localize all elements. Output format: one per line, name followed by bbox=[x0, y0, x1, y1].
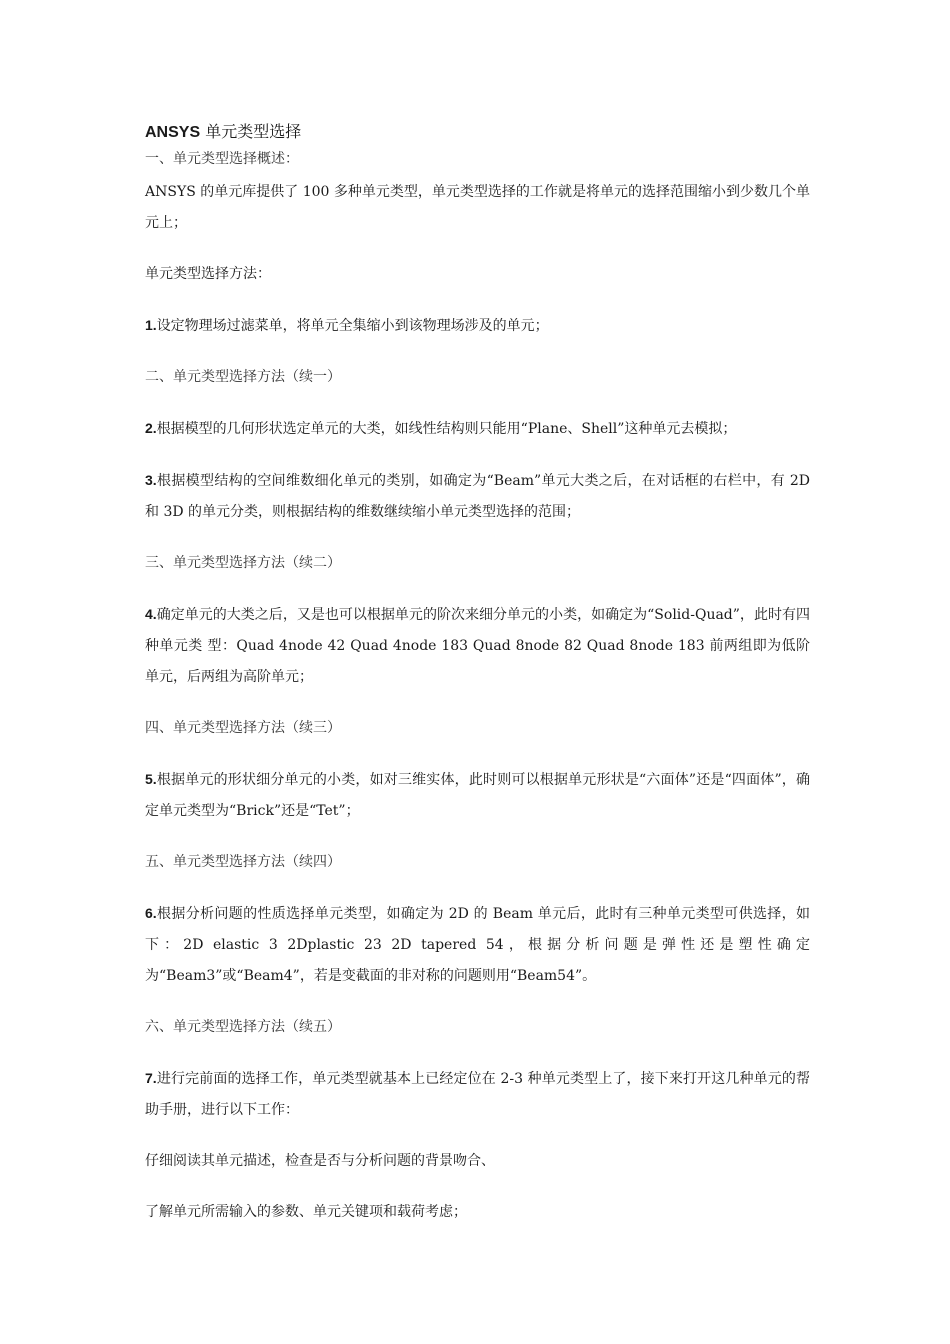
step-item-4 bbox=[145, 599, 810, 693]
step-text: 根据模型结构的空间维数细化单元的类别，如确定为“Beam”单元大类之后，在对话框的右栏中，有 2D 和 3D 的单元分类，则根据结构的维数继续缩小单元类型选择的范围； bbox=[145, 473, 810, 520]
title-latin: ANSYS bbox=[145, 124, 201, 141]
step-number: 2. bbox=[145, 420, 157, 436]
paragraph-intro: ANSYS 的单元库提供了 100 多种单元类型，单元类型选择的工作就是将单元的选择范围缩小到少数几个单元上； bbox=[145, 184, 810, 231]
step-text: 根据单元的形状细分单元的小类，如对三维实体，此时则可以根据单元形状是“六面体”还是“四面体”，确定单元类型为“Brick”还是“Tet”； bbox=[145, 772, 810, 819]
step-item-3 bbox=[145, 465, 810, 528]
paragraph-input-parameters: 了解单元所需输入的参数、单元关键项和载荷考虑； bbox=[145, 1204, 467, 1220]
section-heading-overview: 一、单元类型选择概述： bbox=[145, 151, 299, 167]
step-item-5 bbox=[145, 764, 810, 827]
step-text: 设定物理场过滤菜单，将单元全集缩小到该物理场涉及的单元； bbox=[156, 318, 549, 334]
paragraph-read-description: 仔细阅读其单元描述，检查是否与分析问题的背景吻合、 bbox=[145, 1153, 495, 1169]
step-number: 7. bbox=[145, 1070, 157, 1086]
step-number: 4. bbox=[145, 606, 157, 622]
step-text: 根据模型的几何形状选定单元的大类，如线性结构则只能用“Plane、Shell”这种单元去模拟； bbox=[156, 421, 737, 437]
title-chinese: 单元类型选择 bbox=[200, 122, 302, 141]
section-heading-2: 二、单元类型选择方法（续一） bbox=[145, 369, 341, 385]
step-text: 进行完前面的选择工作，单元类型就基本上已经定位在 2-3 种单元类型上了，接下来打开这几种单元的帮助手册，进行以下工作： bbox=[145, 1071, 810, 1118]
step-number: 3. bbox=[145, 472, 157, 488]
section-heading-6: 六、单元类型选择方法（续五） bbox=[145, 1019, 341, 1035]
step-number: 1. bbox=[145, 317, 157, 333]
paragraph-method-label: 单元类型选择方法： bbox=[145, 266, 271, 282]
step-text: 根据分析问题的性质选择单元类型，如确定为 2D 的 Beam 单元后，此时有三种单元类型可供选择，如下：2D elastic 3 2Dplastic 23 2D tapered 54，根据分析问题是弹性还是塑性确定为“Beam3”或“Beam4”，若是变截面的非对称的问题则用“Beam54”。 bbox=[145, 906, 810, 984]
step-item-7 bbox=[145, 1063, 810, 1126]
step-item-1 bbox=[145, 310, 810, 342]
section-heading-5: 五、单元类型选择方法（续四） bbox=[145, 854, 341, 870]
step-text: 确定单元的大类之后，又是也可以根据单元的阶次来细分单元的小类，如确定为“Solid-Quad”，此时有四种单元类 型：Quad 4node 42 Quad 4node 183 Quad 8node 82 Quad 8node 183 前两组即为低阶单元，后两组为高阶单元； bbox=[145, 607, 810, 685]
step-number: 5. bbox=[145, 771, 157, 787]
step-item-6 bbox=[145, 898, 810, 992]
document-page bbox=[145, 118, 810, 1248]
section-heading-4: 四、单元类型选择方法（续三） bbox=[145, 720, 341, 736]
step-number: 6. bbox=[145, 905, 157, 921]
section-heading-3: 三、单元类型选择方法（续二） bbox=[145, 555, 341, 571]
document-title bbox=[145, 118, 810, 147]
step-item-2 bbox=[145, 413, 810, 445]
